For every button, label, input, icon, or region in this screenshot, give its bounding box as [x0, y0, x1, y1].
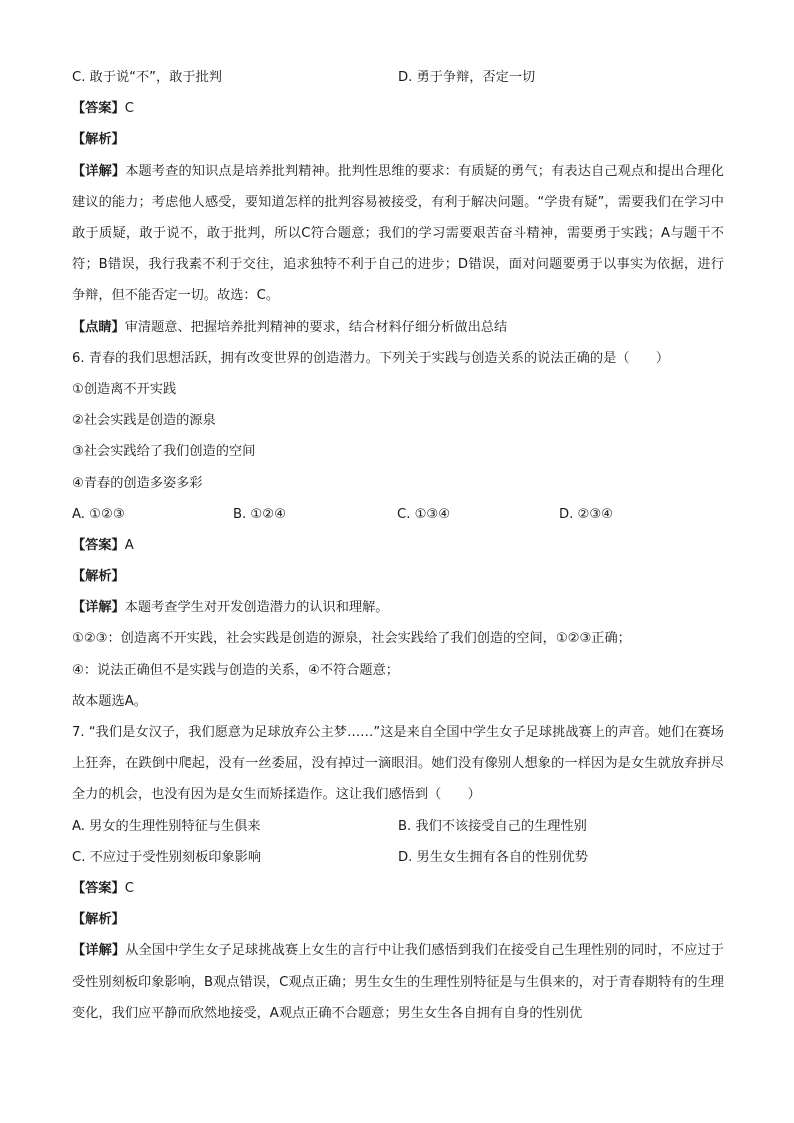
- comment-text: 审清题意、把握培养批判精神的要求，结合材料仔细分析做出总结: [124, 319, 508, 335]
- q6-answer: [72, 530, 724, 561]
- q5-comment: [72, 312, 724, 343]
- q6-option-c: C. ①③④: [397, 506, 451, 522]
- q7-detail: [72, 935, 724, 1029]
- answer-text: C: [124, 101, 134, 117]
- answer-text: A: [124, 537, 134, 553]
- q7-analysis: [72, 904, 724, 935]
- answer-tag: 【答案】: [72, 881, 125, 897]
- document-page: [72, 62, 724, 1029]
- q7-option-b: B. 我们不该接受自己的生理性别: [398, 818, 587, 834]
- q6-statement-4: ④青春的创造多姿多彩: [72, 475, 203, 491]
- q5-option-c: C. 敢于说“不”，敢于批判: [72, 70, 222, 85]
- q6-analysis: [72, 561, 724, 592]
- q7-option-d: D. 男生女生拥有各自的性别优势: [398, 849, 588, 865]
- q6-line-2: ④：说法正确但不是实践与创造的关系，④不符合题意；: [72, 662, 399, 678]
- q7-answer: [72, 873, 724, 904]
- detail-tag: 【详解】: [72, 943, 126, 959]
- q5-analysis: [72, 124, 724, 155]
- q6-options: [72, 499, 724, 530]
- q7-stem: 7. “我们是女汉子，我们愿意为足球放弃公主梦……”这是来自全国中学生女子足球挑战赛上的声音。她们在赛场上狂奔，在跌倒中爬起，没有一丝委屈，没有掉过一滴眼泪。她们没有像别人想象的一样因为是女生就放弃拼尽全力的机会，也没有因为是女生而矫揉造作。这让我们感悟到（ ）: [72, 725, 724, 803]
- comment-tag: 【点睛】: [72, 319, 125, 335]
- q7-option-c: C. 不应过于受性别刻板印象影响: [72, 849, 262, 865]
- detail-text: 从全国中学生女子足球挑战赛上女生的言行中让我们感悟到我们在接受自己生理性别的同时，不应过于受性别刻板印象影响，B观点错误，C观点正确；男生女生的生理性别特征是与生俱来的，对于青春期特有的生理变化，我们应平静而欣然地接受，A观点正确不合题意；男生女生各自拥有自身的性别优: [72, 943, 724, 1021]
- detail-tag: 【详解】: [72, 163, 126, 179]
- answer-tag: 【答案】: [72, 537, 125, 553]
- q6-statement-2: ②社会实践是创造的源泉: [72, 413, 216, 429]
- q7-options-cd: [72, 842, 724, 873]
- q6-statement-3: ③社会实践给了我们创造的空间: [72, 444, 256, 460]
- detail-text: 本题考查的知识点是培养批判精神。批判性思维的要求：有质疑的勇气；有表达自己观点和提出合理化建议的能力；考虑他人感受，要知道怎样的批判容易被接受，有利于解决问题。“学贵有疑”，需要我们在学习中敢于质疑，敢于说不，敢于批判，所以C符合题意；我们的学习需要艰苦奋斗精神，需要勇于实践；A与题干不符；B错误，我行我素不利于交往，追求独特不利于自己的进步；D错误，面对问题要勇于以事实为依据，进行争辩，但不能否定一切。故选：C。: [72, 163, 724, 304]
- q7-options-ab: [72, 811, 724, 842]
- analysis-tag: 【解析】: [72, 912, 125, 928]
- q6-stem: 6. 青春的我们思想活跃，拥有改变世界的创造潜力。下列关于实践与创造关系的说法正确的是（ ）: [72, 350, 670, 366]
- answer-tag: 【答案】: [72, 101, 125, 117]
- q6-detail: [72, 592, 724, 623]
- q6-option-a: A. ①②③: [72, 506, 125, 522]
- answer-text: C: [124, 881, 134, 897]
- q7-option-a: A. 男女的生理性别特征与生俱来: [72, 818, 261, 834]
- q5-option-d: D. 勇于争辩，否定一切: [398, 70, 536, 85]
- analysis-tag: 【解析】: [72, 569, 125, 585]
- detail-text: 本题考查学生对开发创造潜力的认识和理解。: [124, 600, 389, 616]
- q5-options-cd: [72, 62, 724, 93]
- q6-statement-1: ①创造离不开实践: [72, 381, 177, 397]
- q5-answer: [72, 93, 724, 124]
- q5-detail: [72, 156, 724, 312]
- q6-line-1: ①②③：创造离不开实践，社会实践是创造的源泉，社会实践给了我们创造的空间，①②③正确；: [72, 631, 631, 647]
- q6-line-3: 故本题选A。: [72, 693, 147, 709]
- analysis-tag: 【解析】: [72, 132, 125, 148]
- q6-option-b: B. ①②④: [233, 506, 286, 522]
- q6-option-d: D. ②③④: [559, 506, 614, 522]
- detail-tag: 【详解】: [72, 600, 125, 616]
